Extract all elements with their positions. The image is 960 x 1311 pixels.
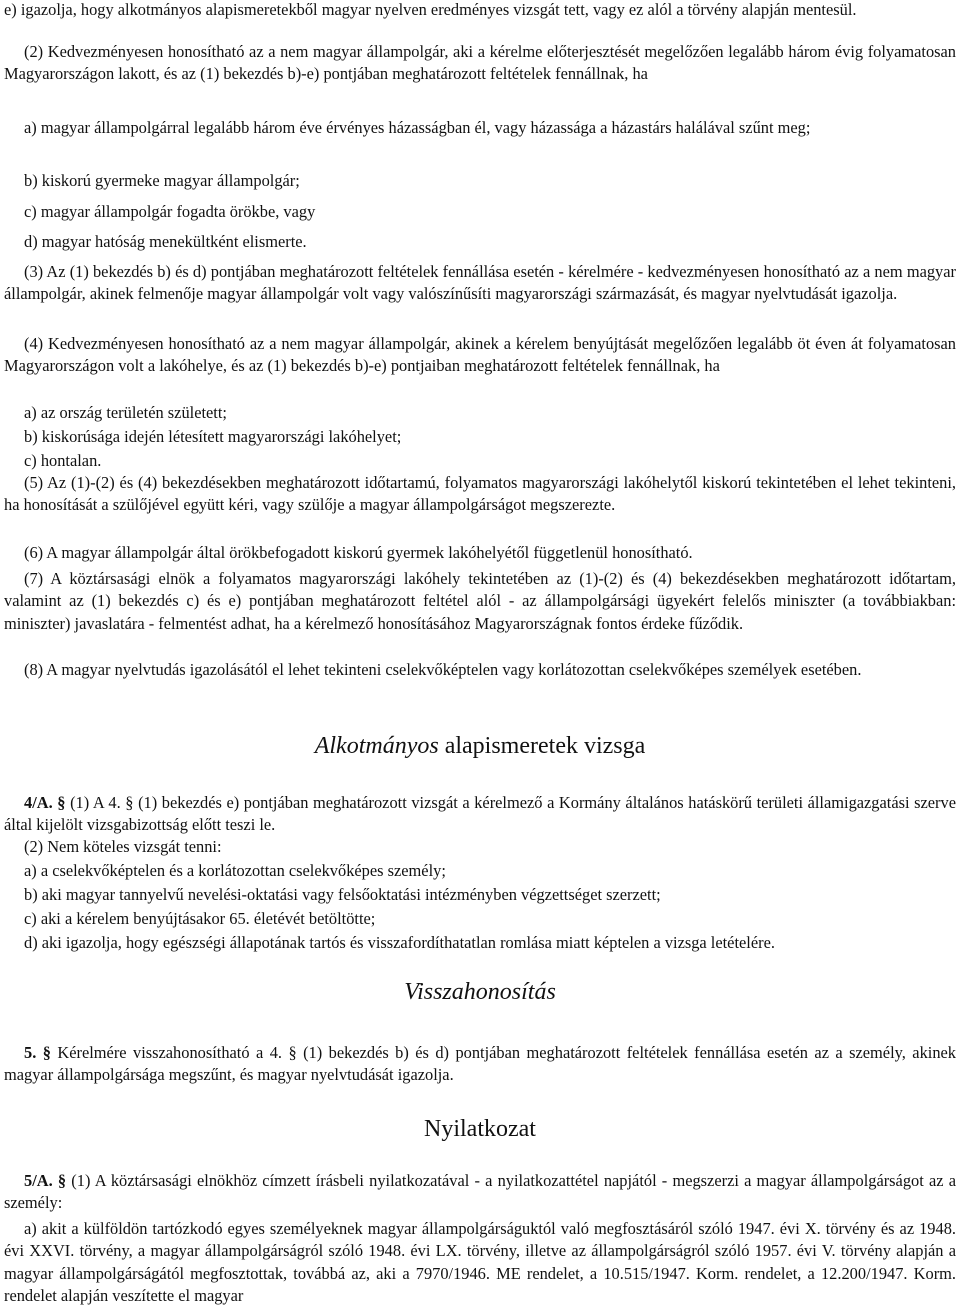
paragraph-4c: c) hontalan. bbox=[24, 451, 102, 470]
section-text-2: (1) bekezdés b) és d) pontjában meghatározott feltételek fennállása esetén az a személy, akinek magyar állampolgársága megszűnt, és magyar nyelvtudását igazolja. bbox=[4, 1043, 956, 1085]
paragraph-4: (4) Kedvezményesen honosítható az a nem magyar állampolgár, akinek a kérelem benyújtását megelőzően legalább öt éven át folyamatosan Magyarországon volt a lakóhelye, és az (1) bekezdés b)-e) pontjaiban meghatározott feltételek fennállnak, ha bbox=[4, 334, 956, 376]
paragraph-6: (6) A magyar állampolgár által örökbefogadott kiskorú gyermek lakóhelyétől függetlenül honosítható. bbox=[24, 543, 693, 562]
section-text-1: (1) A 4. bbox=[65, 793, 126, 812]
section-4a-item-a: a) a cselekvőképtelen és a korlátozottan cselekvőképes személy; bbox=[24, 861, 446, 880]
section-4a-item-d: d) aki igazolja, hogy egészségi állapotának tartós és visszafordíthatatlan romlása miatt képtelen a vizsga letételére. bbox=[24, 933, 775, 952]
paragraph-4b: b) kiskorúsága idején létesített magyarországi lakóhelyet; bbox=[24, 427, 402, 446]
paragraph-2c: c) magyar állampolgár fogadta örökbe, vagy bbox=[24, 202, 316, 221]
heading-alkotmanyos-vizsga bbox=[0, 731, 960, 761]
section-symbol: § bbox=[57, 1171, 67, 1190]
section-symbol-ref: § bbox=[125, 793, 134, 812]
paragraph-2a: a) magyar állampolgárral legalább három éve érvényes házasságban él, vagy házassága a házastárs halálával szűnt meg; bbox=[24, 118, 811, 137]
paragraph-7: (7) A köztársasági elnök a folyamatos magyarországi lakóhely tekintetében az (1)-(2) és (4) bekezdésekben meghatározott időtartam, valamint az (1) bekezdés c) és e) pontjában meghatározott feltétel alól - az állampolgársági ügyekért felelős miniszter (a továbbiakban: miniszter) javaslatára - felmentést adhat, ha a kérelmező honosításához Magyarországnak fontos érdeke fűződik. bbox=[4, 569, 956, 633]
paragraph-8: (8) A magyar nyelvtudás igazolásától el lehet tekinteni cselekvőképtelen vagy korlátozottan cselekvőképes személyek esetében. bbox=[24, 660, 862, 679]
heading-rest-part: alapismeretek vizsga bbox=[438, 733, 646, 759]
paragraph-2b: b) kiskorú gyermeke magyar állampolgár; bbox=[24, 171, 300, 190]
heading-italic-part: Alkotmányos bbox=[314, 733, 439, 759]
section-4a-para-1 bbox=[4, 792, 956, 837]
heading-visszahonositas-text: Visszahonosítás bbox=[404, 979, 556, 1005]
section-5-para bbox=[4, 1042, 956, 1087]
section-5a-item-a: a) akit a külföldön tartózkodó egyes személyeknek magyar állampolgárságuktól való megfosztásáról szóló 1947. évi X. törvény és az 1948. évi XXVI. törvény, a magyar állampolgárságról szóló 1948. évi LX. törvény, illetve az állampolgárságról szóló 1957. évi V. törvény alapján a magyar állampolgárságától megfosztottak, továbbá az, aki a 7970/1946. ME rendelet, a 10.515/1947. Korm. rendelet, a 12.200/1947. Korm. rendelet alapján veszítette el magyar bbox=[4, 1219, 956, 1306]
paragraph-5: (5) Az (1)-(2) és (4) bekezdésekben meghatározott időtartamú, folyamatos magyarországi lakóhelytől kiskorú tekintetében el lehet tekinteni, ha honosítását a szülőjével együtt kéri, vagy szülője a magyar állampolgárságot megszerezte. bbox=[4, 473, 956, 515]
paragraph-4a: a) az ország területén született; bbox=[24, 403, 227, 422]
paragraph-3: (3) Az (1) bekezdés b) és d) pontjában meghatározott feltételek fennállása esetén - kérelmére - kedvezményesen honosítható az a nem magyar állampolgár, akinek felmenője magyar állampolgár volt vagy valószínűsíti magyarországi származását, és magyar nyelvtudását igazolja. bbox=[4, 262, 956, 304]
section-number: 5. bbox=[24, 1043, 37, 1062]
section-symbol-ref: § bbox=[288, 1043, 297, 1062]
paragraph-2d: d) magyar hatóság menekültként elismerte. bbox=[24, 232, 307, 251]
section-symbol: § bbox=[42, 1043, 51, 1062]
section-number: 4/A. bbox=[24, 793, 53, 812]
heading-visszahonositas bbox=[0, 977, 960, 1007]
section-number: 5/A. bbox=[24, 1171, 53, 1190]
section-text-1: (1) A köztársasági elnökhöz címzett írásbeli nyilatkozatával - a nyilatkozattétel napjától - megszerzi a magyar állampolgárságot az a személy: bbox=[4, 1171, 956, 1213]
section-text-1: Kérelmére visszahonosítható a 4. bbox=[50, 1043, 289, 1062]
section-4a-item-c: c) aki a kérelem benyújtásakor 65. életévét betöltötte; bbox=[24, 909, 376, 928]
paragraph-2: (2) Kedvezményesen honosítható az a nem magyar állampolgár, aki a kérelme előterjesztését megelőzően legalább három évig folyamatosan Magyarországon lakott, és az (1) bekezdés b)-e) pontjában meghatározott feltételek fennállnak, ha bbox=[4, 42, 956, 84]
section-5a-para-1 bbox=[4, 1170, 956, 1215]
section-text-2: (1) bekezdés e) pontjában meghatározott vizsgát a kérelmező a Kormány általános hatáskörű területi államigazgatási szerve által kijelölt vizsgabizottság előtt teszi le. bbox=[4, 793, 956, 835]
heading-nyilatkozat: Nyilatkozat bbox=[424, 1116, 536, 1142]
section-4a-para-2: (2) Nem köteles vizsgát tenni: bbox=[24, 837, 222, 856]
paragraph-1e-continuation: e) igazolja, hogy alkotmányos alapismeretekből magyar nyelven eredményes vizsgát tett, vagy ez alól a törvény alapján mentesül. bbox=[4, 0, 857, 19]
section-4a-item-b: b) aki magyar tannyelvű nevelési-oktatási vagy felsőoktatási intézményben végzettséget szerzett; bbox=[24, 885, 661, 904]
section-symbol: § bbox=[57, 793, 66, 812]
